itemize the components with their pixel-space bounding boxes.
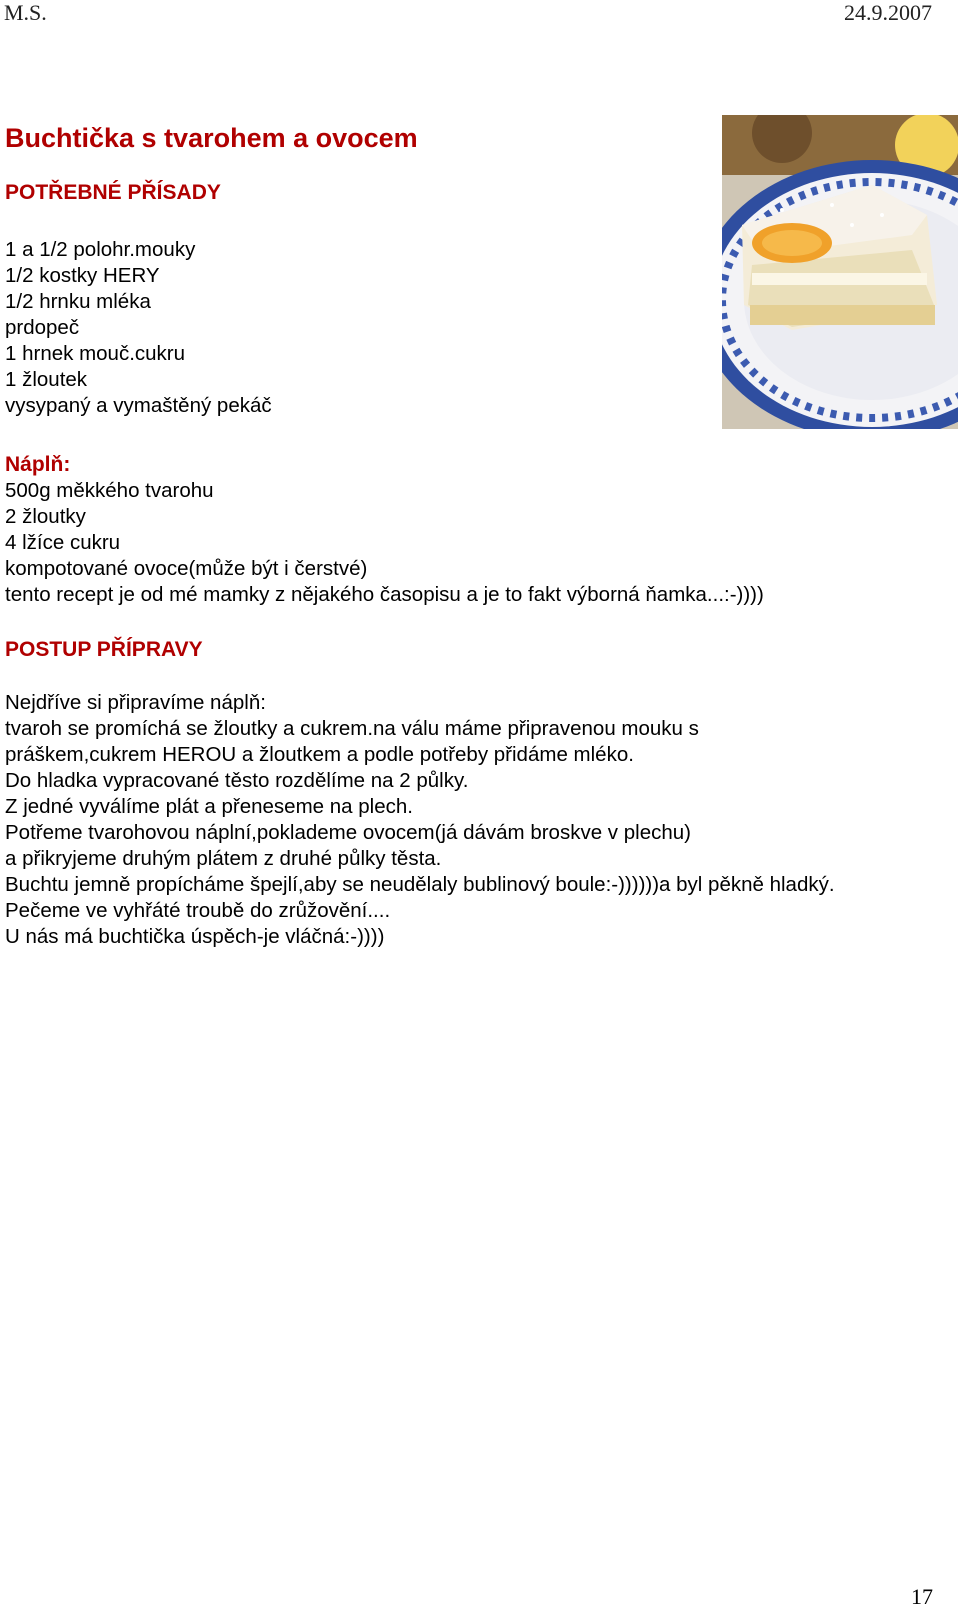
procedure-line: práškem,cukrem HEROU a žloutkem a podle potřeby přidáme mléko. — [5, 743, 634, 766]
procedure-line: Buchtu jemně propícháme špejlí,aby se neudělaly bublinový boule:-))))))a byl pěkně hladký. — [5, 873, 835, 896]
header-date: 24.9.2007 — [844, 0, 932, 25]
recipe-title: Buchtička s tvarohem a ovocem — [5, 123, 418, 153]
filling-heading: Náplň: — [5, 453, 71, 476]
recipe-note: tento recept je od mé mamky z nějakého časopisu a je to fakt výborná ňamka...:-)))) — [5, 583, 764, 606]
procedure-heading: POSTUP PŘÍPRAVY — [5, 638, 203, 661]
ingredients-heading: POTŘEBNÉ PŘÍSADY — [5, 181, 221, 204]
procedure-list — [5, 690, 835, 950]
filling-item: kompotované ovoce(může být i čerstvé) — [5, 557, 368, 580]
filling-item: 500g měkkého tvarohu — [5, 479, 214, 502]
cake-photo — [722, 115, 958, 429]
procedure-line: tvaroh se promíchá se žloutky a cukrem.na válu máme připravenou mouku s — [5, 717, 699, 740]
ingredients-list — [5, 237, 272, 419]
procedure-line: Pečeme ve vyhřáté troubě do zrůžovění.... — [5, 899, 391, 922]
ingredient-item: 1 žloutek — [5, 368, 88, 391]
ingredient-item: 1/2 kostky HERY — [5, 264, 160, 287]
cake-photo-illustration — [722, 115, 958, 429]
procedure-line: Do hladka vypracované těsto rozdělíme na 2 půlky. — [5, 769, 469, 792]
procedure-line: Potřeme tvarohovou náplní,poklademe ovocem(já dávám broskve v plechu) — [5, 821, 691, 844]
procedure-line: Nejdříve si připravíme náplň: — [5, 691, 266, 714]
header-author: M.S. — [4, 0, 47, 25]
procedure-line: a přikryjeme druhým plátem z druhé půlky těsta. — [5, 847, 442, 870]
ingredient-item: 1 hrnek mouč.cukru — [5, 342, 186, 365]
filling-item: 4 lžíce cukru — [5, 531, 121, 554]
filling-list — [5, 478, 764, 608]
ingredient-item: 1/2 hrnku mléka — [5, 290, 151, 313]
filling-item: 2 žloutky — [5, 505, 86, 528]
ingredient-item: prdopeč — [5, 316, 80, 339]
procedure-line: U nás má buchtička úspěch-je vláčná:-)))) — [5, 925, 385, 948]
ingredient-item: 1 a 1/2 polohr.mouky — [5, 238, 196, 261]
procedure-line: Z jedné vyválíme plát a přeneseme na plech. — [5, 795, 413, 818]
ingredient-item: vysypaný a vymaštěný pekáč — [5, 394, 272, 417]
page-number: 17 — [911, 1584, 933, 1609]
